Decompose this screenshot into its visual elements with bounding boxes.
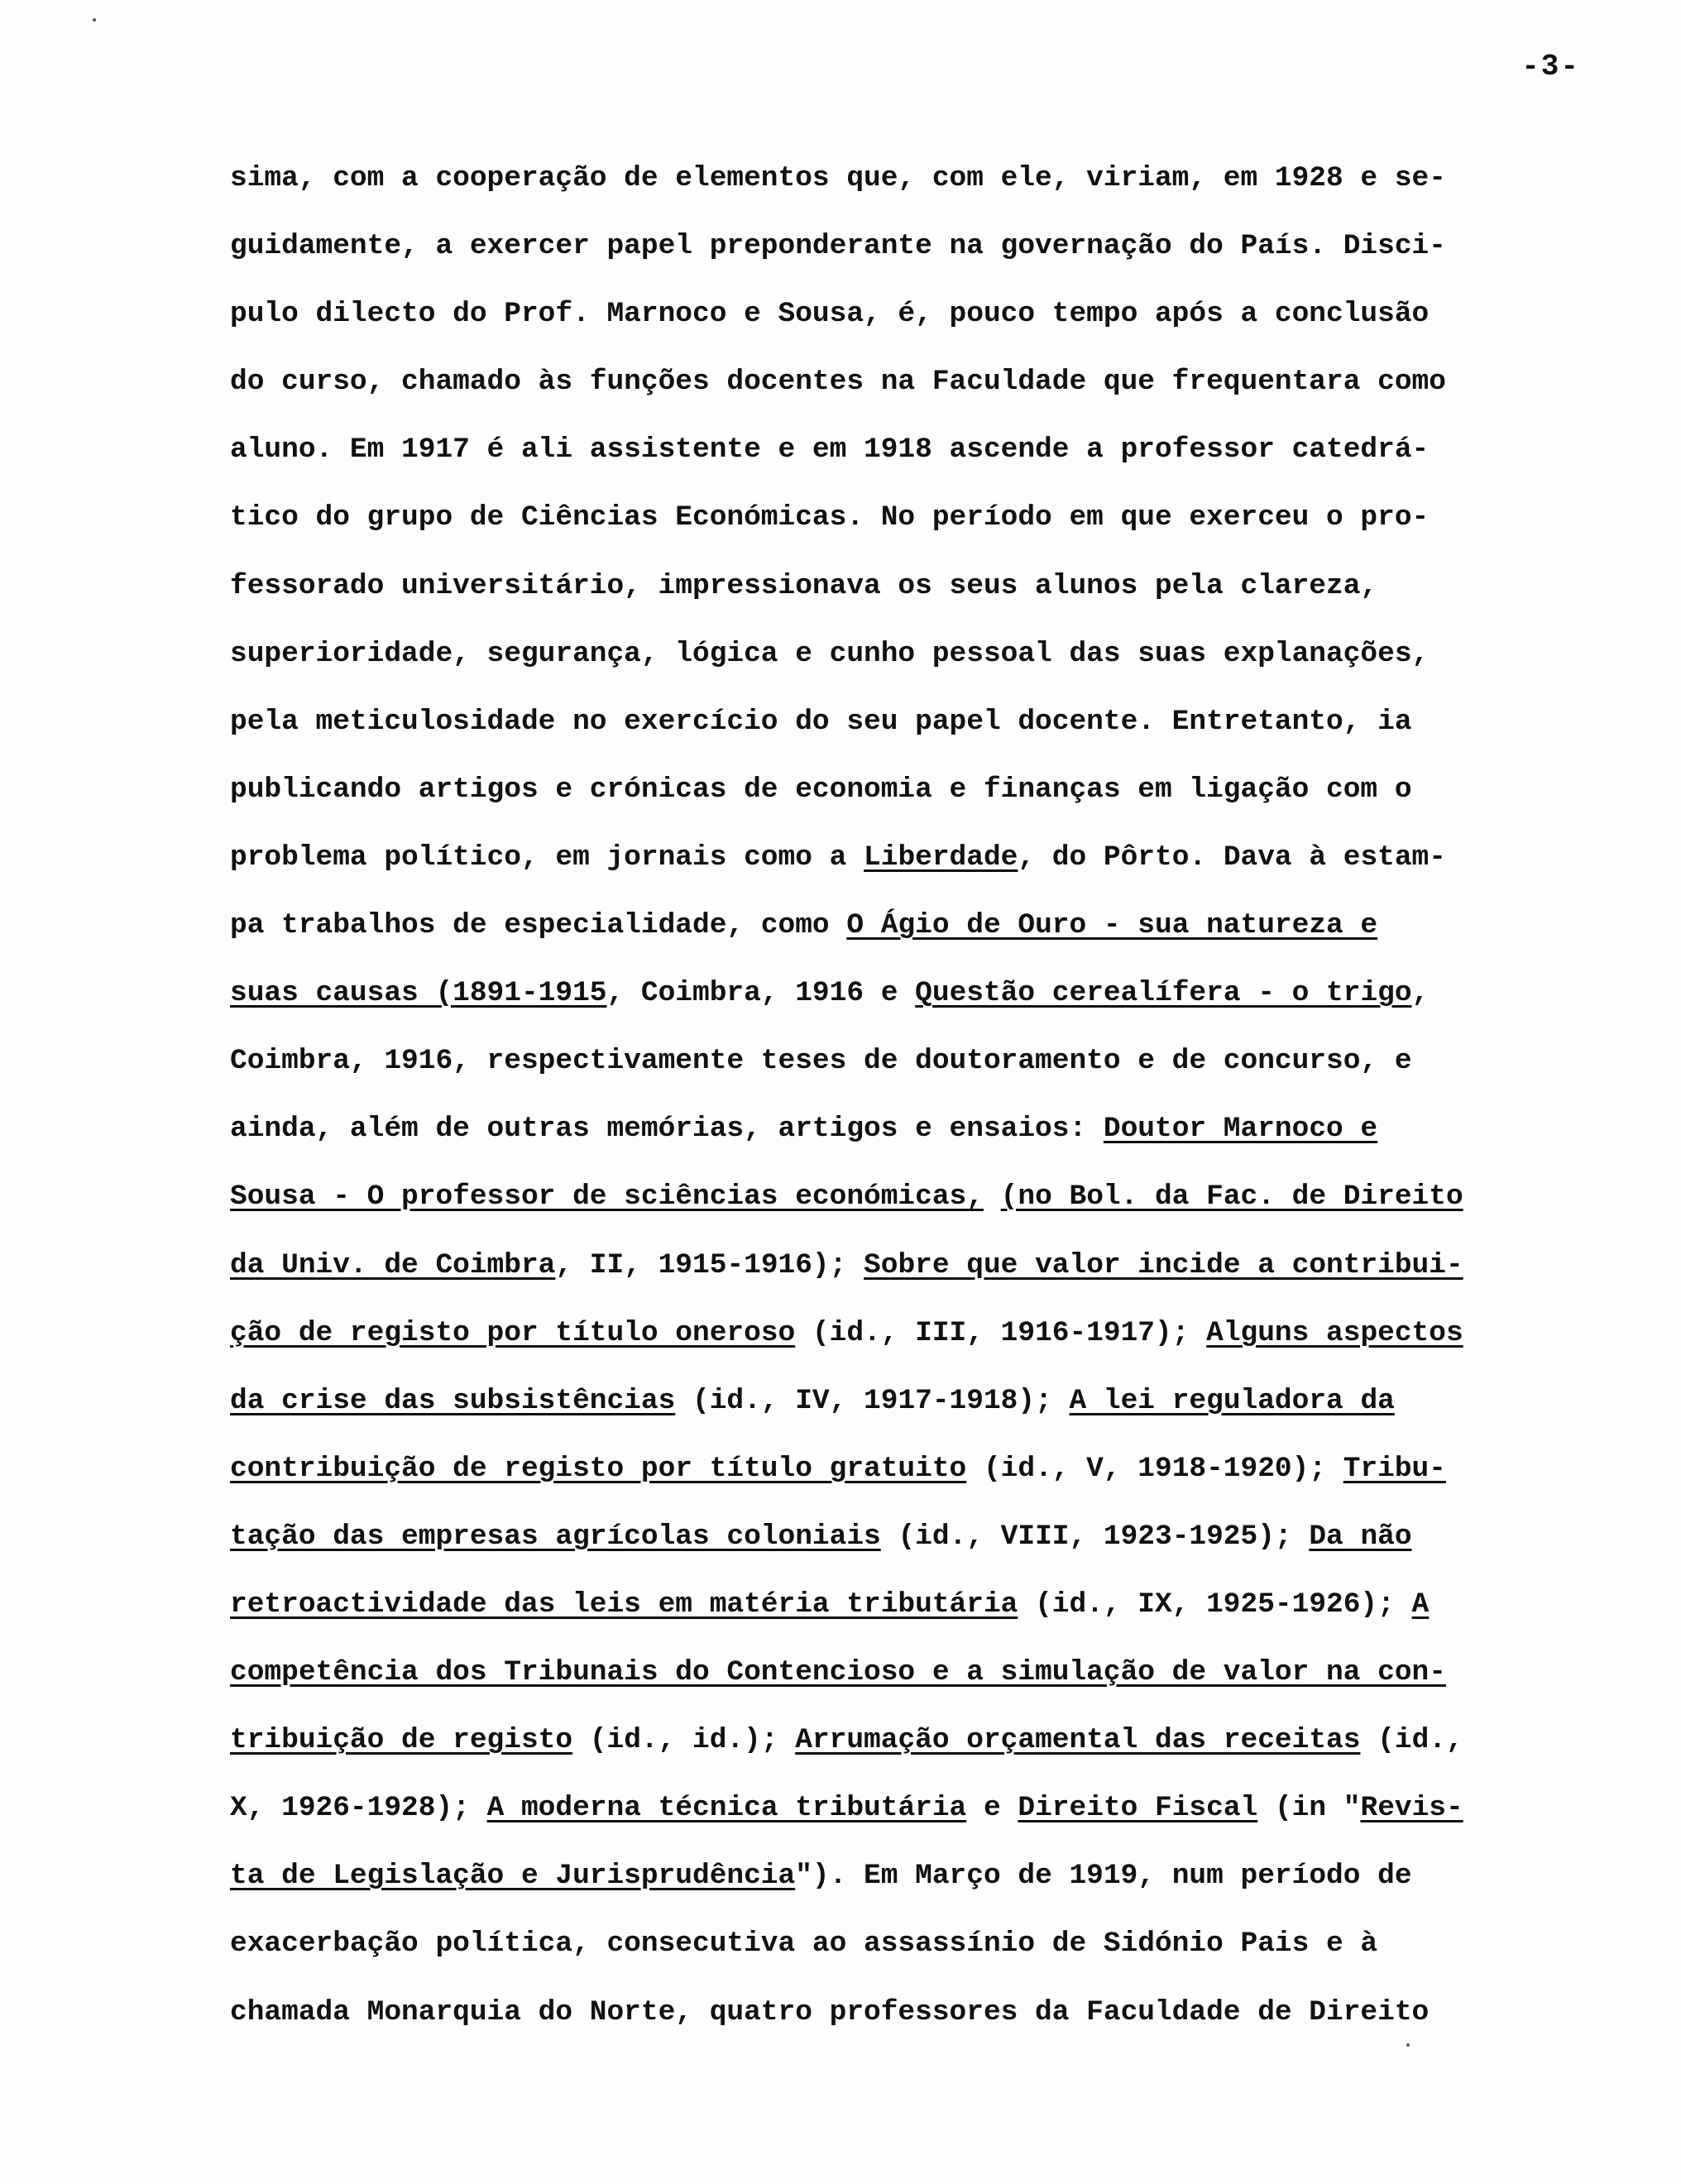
body-text bbox=[230, 145, 1657, 2047]
underlined-title: Da não bbox=[1309, 1520, 1412, 1553]
text-segment: , Coimbra, 1916 e bbox=[606, 977, 916, 1010]
underlined-title: Liberdade bbox=[864, 841, 1018, 874]
text-segment: publicando artigos e crónicas de economia e finanças em ligação com o bbox=[230, 773, 1412, 806]
text-line bbox=[230, 1435, 1657, 1503]
text-line bbox=[230, 688, 1657, 756]
page-number: -3- bbox=[1521, 50, 1580, 84]
text-segment: (id., VIII, 1923-1925); bbox=[880, 1520, 1310, 1553]
text-line bbox=[230, 1707, 1657, 1774]
underlined-title: Doutor Marnoco e bbox=[1103, 1113, 1378, 1146]
underlined-title: suas causas (1891-1915 bbox=[230, 977, 607, 1010]
text-segment: pela meticulosidade no exercício do seu papel docente. Entretanto, ia bbox=[230, 705, 1412, 738]
text-segment: problema político, em jornais como a bbox=[230, 841, 864, 874]
text-segment: sima, com a cooperação de elementos que, com ele, viriam, em 1928 e se- bbox=[230, 162, 1446, 194]
text-segment: chamada Monarquia do Norte, quatro professores da Faculdade de Direito bbox=[230, 1995, 1430, 2028]
text-line bbox=[230, 1571, 1657, 1639]
underlined-title: Arrumação orçamental das receitas bbox=[795, 1724, 1361, 1757]
text-segment: e bbox=[966, 1792, 1018, 1825]
text-segment bbox=[984, 1181, 1001, 1213]
text-segment: tico do grupo de Ciências Económicas. No período em que exerceu o pro- bbox=[230, 501, 1430, 534]
text-line bbox=[230, 416, 1657, 484]
underlined-title: Direito Fiscal bbox=[1018, 1792, 1258, 1825]
text-segment: X, 1926-1928); bbox=[230, 1792, 487, 1825]
text-line bbox=[230, 960, 1657, 1027]
text-line bbox=[230, 213, 1657, 280]
underlined-title: A bbox=[1411, 1588, 1430, 1621]
text-line bbox=[230, 1774, 1657, 1842]
text-segment: (id., IV, 1917-1918); bbox=[675, 1384, 1070, 1417]
text-line bbox=[230, 1232, 1657, 1300]
text-segment: superioridade, segurança, lógica e cunho pessoal das suas explanações, bbox=[230, 637, 1430, 670]
text-segment: (in " bbox=[1257, 1792, 1361, 1825]
text-segment: , do Pôrto. Dava à estam- bbox=[1018, 841, 1446, 874]
text-segment: (id., IX, 1925-1926); bbox=[1018, 1588, 1412, 1621]
text-line bbox=[230, 1163, 1657, 1231]
underlined-title: (no Bol. da Fac. de Direito bbox=[1000, 1181, 1463, 1214]
underlined-title: ção de registo por título oneroso bbox=[230, 1316, 796, 1349]
text-segment: pulo dilecto do Prof. Marnoco e Sousa, é, pouco tempo após a conclusão bbox=[230, 298, 1430, 331]
text-segment: do curso, chamado às funções docentes na Faculdade que frequentara como bbox=[230, 366, 1446, 399]
text-segment: pa trabalhos de especialidade, como bbox=[230, 909, 847, 942]
text-line bbox=[230, 1027, 1657, 1095]
text-segment: aluno. Em 1917 é ali assistente e em 1918 ascende a professor catedrá- bbox=[230, 433, 1430, 467]
text-segment: (id., III, 1916-1917); bbox=[795, 1316, 1207, 1349]
underlined-title: ta de Legislação e Jurisprudência bbox=[230, 1860, 796, 1893]
text-line bbox=[230, 892, 1657, 960]
text-line bbox=[230, 1842, 1657, 1910]
underlined-title: Alguns aspectos bbox=[1206, 1316, 1463, 1349]
underlined-title: retroactividade das leis em matéria tributária bbox=[230, 1588, 1018, 1621]
text-line bbox=[230, 280, 1657, 348]
text-segment: exacerbação política, consecutiva ao assassínio de Sidónio Pais e à bbox=[230, 1928, 1378, 1961]
text-line bbox=[230, 1503, 1657, 1571]
text-line bbox=[230, 1367, 1657, 1435]
underlined-title: Tribu- bbox=[1343, 1452, 1446, 1485]
underlined-title: Sobre que valor incide a contribui- bbox=[864, 1248, 1463, 1281]
text-line bbox=[230, 348, 1657, 416]
text-segment: Coimbra, 1916, respectivamente teses de doutoramento e de concurso, e bbox=[230, 1045, 1412, 1078]
text-line bbox=[230, 756, 1657, 824]
text-segment: , bbox=[1411, 977, 1430, 1010]
text-segment: "). Em Março de 1919, num período de bbox=[795, 1860, 1412, 1893]
underlined-title: Questão cerealífera - o trigo bbox=[915, 977, 1412, 1010]
underlined-title: competência dos Tribunais do Contencioso e a simulação de valor na con- bbox=[230, 1656, 1446, 1689]
underlined-title: tribuição de registo bbox=[230, 1724, 573, 1757]
underlined-title: O Ágio de Ouro - sua natureza e bbox=[846, 909, 1378, 942]
text-line bbox=[230, 1979, 1657, 2047]
text-segment: fessorado universitário, impressionava os seus alunos pela clareza, bbox=[230, 569, 1378, 602]
text-segment: , II, 1915-1916); bbox=[555, 1248, 864, 1281]
underlined-title: Revis- bbox=[1360, 1792, 1463, 1825]
text-line bbox=[230, 484, 1657, 552]
text-line bbox=[230, 145, 1657, 213]
text-segment: guidamente, a exercer papel preponderante na governação do País. Disci- bbox=[230, 230, 1446, 263]
underlined-title: A moderna técnica tributária bbox=[486, 1792, 967, 1825]
text-segment: ainda, além de outras memórias, artigos e ensaios: bbox=[230, 1113, 1104, 1146]
text-segment: (id., id.); bbox=[572, 1724, 796, 1757]
underlined-title: tação das empresas agrícolas coloniais bbox=[230, 1520, 881, 1553]
underlined-title: A lei reguladora da bbox=[1069, 1384, 1395, 1417]
underlined-title: da Univ. de Coimbra bbox=[230, 1248, 556, 1281]
text-line bbox=[230, 1910, 1657, 1978]
text-line bbox=[230, 824, 1657, 892]
scan-speck bbox=[93, 18, 96, 22]
underlined-title: Sousa - O professor de sciências económicas, bbox=[230, 1181, 984, 1214]
text-line bbox=[230, 1095, 1657, 1163]
text-line bbox=[230, 1639, 1657, 1707]
underlined-title: da crise das subsistências bbox=[230, 1384, 676, 1417]
text-line bbox=[230, 620, 1657, 688]
text-line bbox=[230, 1300, 1657, 1367]
scan-speck bbox=[1406, 2043, 1410, 2047]
text-segment: (id., V, 1918-1920); bbox=[966, 1452, 1343, 1485]
underlined-title: contribuição de registo por título gratuito bbox=[230, 1452, 967, 1485]
text-line bbox=[230, 553, 1657, 620]
text-segment: (id., bbox=[1360, 1724, 1463, 1757]
